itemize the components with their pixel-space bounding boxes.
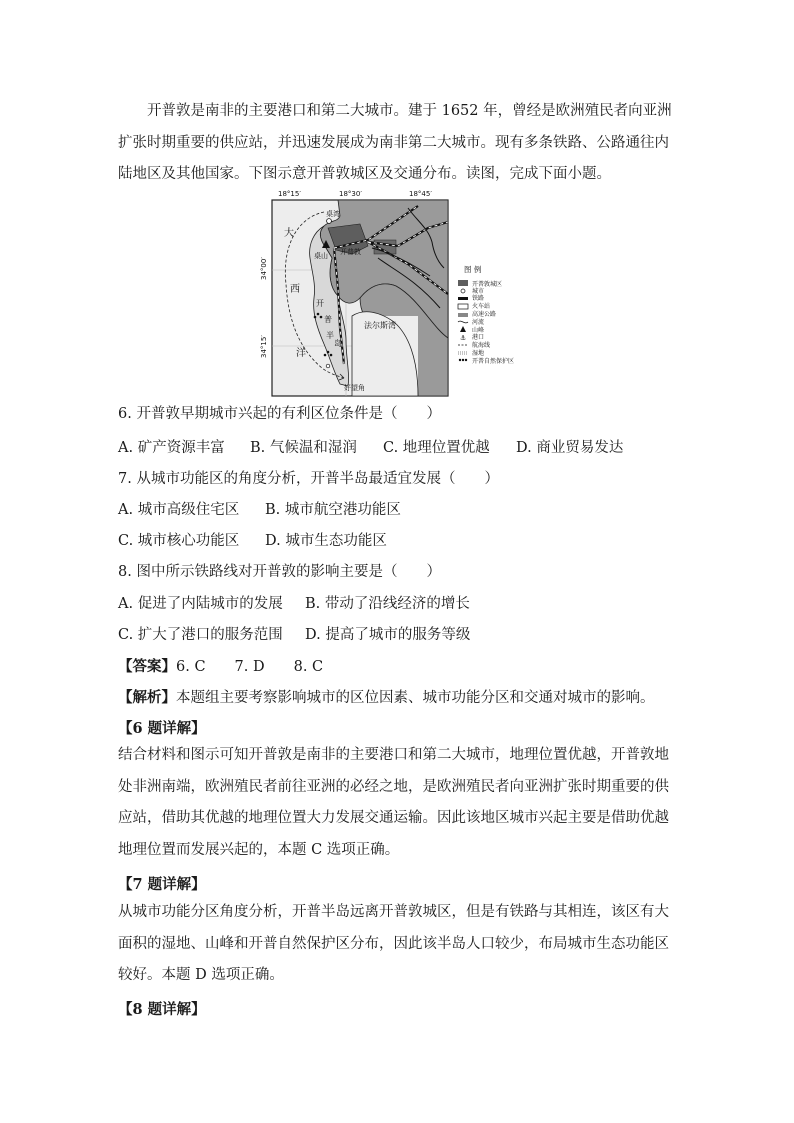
label-cape-good-hope: 好望角 [344,384,365,392]
lon-label-1: 18°15′ [278,190,301,198]
q8-option-b[interactable]: B. 带动了沿线经济的增长 [305,596,470,612]
lat-label-1: 34°00′ [260,257,268,280]
answer-text: 6. C 7. D 8. C [176,659,324,675]
lat-label-2: 34°15′ [260,335,268,358]
question-8-stem: 8. 图中所示铁路线对开普敦的影响主要是（ ） [118,564,441,580]
label-atlantic-1: 大 [284,228,294,239]
cape-town-map [260,188,528,398]
q8-option-d[interactable]: D. 提高了城市的服务等级 [305,627,471,643]
label-table-bay: 桌湾 [326,210,340,218]
q7-option-d[interactable]: D. 城市生态功能区 [265,533,387,549]
lon-label-3: 18°45′ [409,190,432,198]
legend-item-port: 港口 [472,334,485,341]
question-8-options-row2 [118,623,470,644]
legend-item-railway: 铁路 [472,295,485,302]
legend-item-wetland: 湿地 [472,350,485,357]
q7-option-a[interactable]: A. 城市高级住宅区 [118,502,240,518]
legend-item-peak: 山峰 [472,327,485,334]
city-marker [327,219,332,224]
q7-option-b[interactable]: B. 城市航空港功能区 [265,502,401,518]
analysis-label: 【解析】 [118,689,176,706]
detail-7-label: 【7 题详解】 [118,876,206,893]
legend-item-urban: 开普敦城区 [472,281,503,288]
label-peninsula-1: 开 [316,299,324,308]
q6-option-d[interactable]: D. 商业贸易发达 [516,440,624,456]
legend-item-highway: 高速公路 [472,311,497,318]
question-6-options [118,436,623,457]
label-peninsula-2: 普 [324,315,332,324]
analysis-line [118,686,655,707]
label-cape-town: 开普敦 [340,248,361,256]
label-table-mountain: 桌山 [314,252,328,260]
label-peninsula-4: 岛 [334,339,342,348]
legend-item-river: 河流 [472,319,485,326]
detail-8-label: 【8 题详解】 [118,1001,206,1018]
q6-option-b[interactable]: B. 气候温和湿润 [250,440,357,456]
legend-title: 图 例 [464,265,482,274]
q6-option-a[interactable]: A. 矿产资源丰富 [118,440,225,456]
legend-item-station: 火车站 [472,303,491,310]
intro-paragraph: 开普敦是南非的主要港口和第二大城市。建于 1652 年，曾经是欧洲殖民者向亚洲扩张时期重要的供应站，并迅速发展成为南非第二大城市。现有多条铁路、公路通往内陆地区及其他国家。下图示意开普敦城区及交通分布。读图，完成下面小题。 [118,103,672,182]
legend-item-reserve: 开普自然保护区 [472,358,515,365]
detail-7-text: 从城市功能分区角度分析，开普半岛远离开普敦城区，但是有铁路与其相连，该区有大面积的湿地、山峰和开普自然保护区分布，因此该半岛人口较少，布局城市生态功能区较好。本题 D 选项正确。 [118,904,669,983]
answer-label: 【答案】 [118,658,176,675]
label-peninsula-3: 半 [326,331,334,340]
question-7-stem: 7. 从城市功能区的角度分析，开普半岛最适宜发展（ ） [118,471,499,487]
question-7-options-row1 [118,498,401,519]
lon-label-2: 18°30′ [339,190,362,198]
svg-text:⚓: ⚓ [460,334,467,342]
analysis-text: 本题组主要考察影响城市的区位因素、城市功能分区和交通对城市的影响。 [176,690,655,706]
q6-option-c[interactable]: C. 地理位置优越 [383,440,490,456]
question-7-options-row2 [118,529,387,550]
map-legend [458,264,514,365]
detail-6-label: 【6 题详解】 [118,720,206,737]
legend-item-city: 城市 [472,288,485,295]
label-atlantic-3: 洋 [296,348,306,359]
answer-line [118,655,323,676]
legend-item-route: 航海线 [472,342,491,349]
label-atlantic-2: 西 [290,284,300,295]
question-8-options-row1 [118,592,470,613]
q8-option-c[interactable]: C. 扩大了港口的服务范围 [118,627,283,643]
q7-option-c[interactable]: C. 城市核心功能区 [118,533,240,549]
q8-option-a[interactable]: A. 促进了内陆城市的发展 [118,596,283,612]
detail-6-text: 结合材料和图示可知开普敦是南非的主要港口和第二大城市，地理位置优越，开普敦地处非洲南端，欧洲殖民者前往亚洲的必经之地，是欧洲殖民者向亚洲扩张时期重要的供应站，借助其优越的地理位置大力发展交通运输。因此该地区城市兴起主要是借助优越地理位置而发展兴起的，本题 C 选项正确。 [118,747,669,858]
label-false-bay: 法尔斯湾 [364,321,396,330]
question-6-stem: 6. 开普敦早期城市兴起的有利区位条件是（ ） [118,406,441,422]
